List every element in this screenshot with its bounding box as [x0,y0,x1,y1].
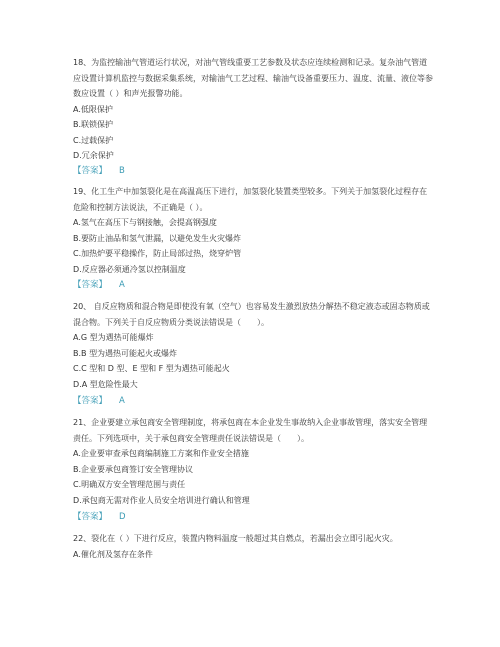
option-a: A.催化剂及氢存在条件 [73,549,153,559]
answer-value: A [119,396,125,406]
option-b: B.联锁保护 [73,120,114,129]
option-a: A.G 型为遇热可能爆炸 [73,333,154,342]
option-d: D.A 型危险性最大 [73,379,138,389]
answer-value: B [119,166,125,176]
question-stem: 22、裂化在（ ）下进行反应，装置内物料温度一般超过其自燃点，若漏出会立即引起火灾。 [73,534,398,543]
answer-value: A [119,280,125,290]
question-22 [73,531,433,562]
answer-label: 【答案】 [73,396,108,406]
option-d: D.承包商无需对作业人员安全培训进行确认和管理 [73,495,250,505]
option-a: A.企业要审查承包商编制施工方案和作业安全措施 [73,449,249,458]
option-c: C.过载保护 [73,135,114,145]
option-d: D.冗余保护 [73,151,114,160]
answer-line [73,279,125,291]
option-d: D.反应器必须通冷氢以控制温度 [73,264,186,274]
answer-label: 【答案】 [73,280,108,290]
question-18 [73,55,433,164]
answer-line [73,511,126,523]
option-c: C.明确双方安全管理范围与责任 [73,480,186,489]
answer-label: 【答案】 [73,512,108,522]
question-stem: 18、为监控输油气管道运行状况，对油气管线重要工艺参数及状态应连续检测和记录。复杂油气管道应设置计算机监控与数据采集系统，对输油气工艺过程、输油气设备重要压力、温度、流量、液位等参数应设置（ ）和声光报警功能。 [73,58,433,98]
question-21 [73,415,433,508]
question-stem: 20、 自反应物质和混合物是即使没有氧（空气）也容易发生激烈放热分解热不稳定液态或固态物质或混合物。下列关于自反应物质分类说法错误是（ ）。 [73,302,430,327]
option-b: B.B 型为遇热可能起火或爆炸 [73,348,178,358]
option-a: A.低限保护 [73,104,113,114]
answer-line [73,395,125,407]
answer-label: 【答案】 [73,166,108,176]
option-a: A.氢气在高压下与钢接触，会提高钢强度 [73,218,217,227]
question-stem: 21、企业要建立承包商安全管理制度，将承包商在本企业发生事故纳入企业事故管理，落实安全管理责任。下列选项中，关于承包商安全管理责任说法错误是（ ）。 [73,418,428,443]
question-19 [73,184,433,277]
question-20 [73,299,433,392]
question-stem: 19、化工生产中加氢裂化是在高温高压下进行，加氢裂化装置类型较多。下列关于加氢裂化过程存在危险和控制方法说法，不正确是（ ）。 [73,187,428,212]
option-b: B.要防止油品和氢气泄漏，以避免发生火灾爆炸 [73,233,242,243]
option-b: B.企业要承包商签订安全管理协议 [73,464,194,474]
option-c: C.C 型和 D 型、E 型和 F 型为遇热可能起火 [73,364,230,373]
answer-line [73,165,125,177]
answer-value: D [119,512,126,522]
option-c: C.加热炉要平稳操作，防止局部过热，烧穿炉管 [73,249,242,258]
